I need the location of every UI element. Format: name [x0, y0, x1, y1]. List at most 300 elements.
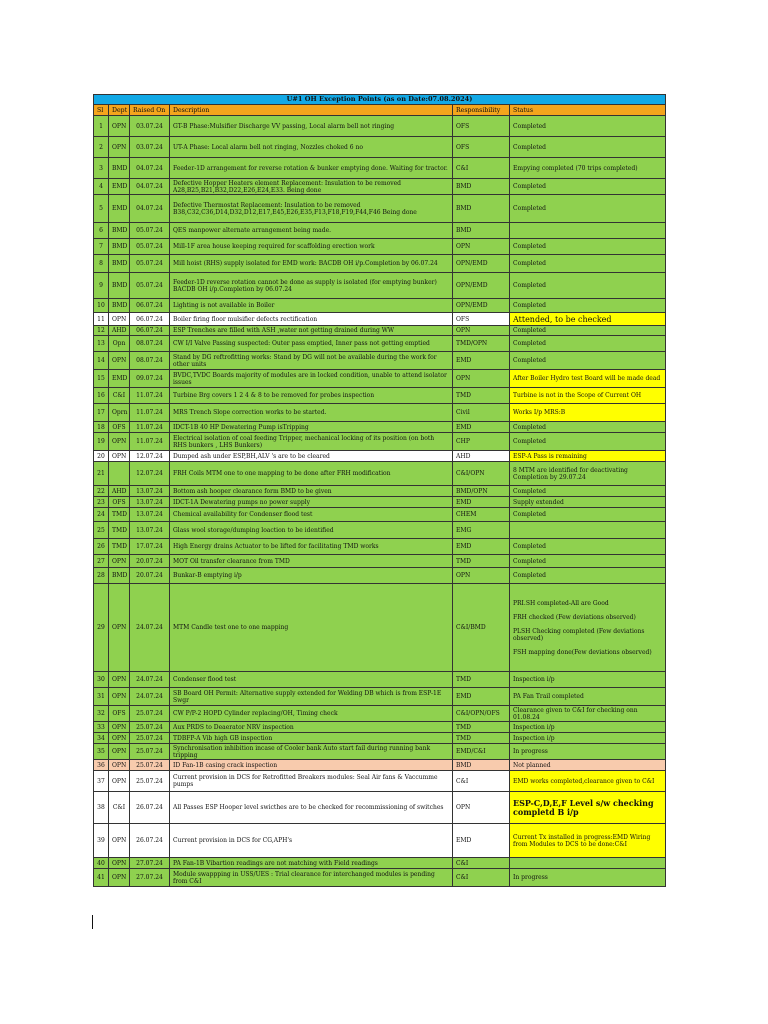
cell-status: Completed: [510, 508, 666, 522]
cell-status: Inspection i/p: [510, 733, 666, 744]
cell-sl: 21: [94, 462, 109, 486]
cell-raised-on: 24.07.24: [130, 688, 170, 706]
table-row: [94, 486, 666, 497]
cell-description: FRH Coils MTM one to one mapping to be done after FRH modification: [170, 462, 453, 486]
cell-description: CW P/P-2 HOPD Cylinder replacing/OH, Timing check: [170, 706, 453, 722]
cell-sl: 26: [94, 539, 109, 555]
cell-responsibility: BMD: [453, 179, 510, 195]
cell-sl: 23: [94, 497, 109, 508]
table-row: [94, 158, 666, 179]
cell-status: Not planned: [510, 760, 666, 771]
cell-responsibility: OFS: [453, 313, 510, 326]
cell-status: Works I/p MRS:B: [510, 404, 666, 422]
cell-status: Completed: [510, 433, 666, 451]
table-row: [94, 239, 666, 255]
cell-responsibility: OFS: [453, 137, 510, 158]
cell-description: QES manpower alternate arrangement being made.: [170, 223, 453, 239]
cell-dept: OPN: [109, 722, 130, 733]
table-row: [94, 584, 666, 672]
cell-responsibility: EMG: [453, 522, 510, 539]
cell-status: Completed: [510, 336, 666, 352]
cell-dept: BMD: [109, 158, 130, 179]
cell-dept: OFS: [109, 497, 130, 508]
table-row: [94, 522, 666, 539]
header-sl: Sl: [94, 105, 109, 116]
cell-sl: 29: [94, 584, 109, 672]
cell-raised-on: 03.07.24: [130, 137, 170, 158]
cell-sl: 22: [94, 486, 109, 497]
cell-description: High Energy drains Actuator to be lifted for facilitating TMD works: [170, 539, 453, 555]
cell-raised-on: 05.07.24: [130, 255, 170, 273]
table-row: [94, 760, 666, 771]
cell-sl: 40: [94, 858, 109, 869]
cell-status: Completed: [510, 326, 666, 336]
cell-responsibility: EMD: [453, 688, 510, 706]
cell-status: [510, 522, 666, 539]
cell-sl: 24: [94, 508, 109, 522]
cell-responsibility: C&I: [453, 771, 510, 792]
table-row: [94, 195, 666, 223]
status-line: FSH mapping done(Few deviations observed): [513, 648, 652, 656]
cell-dept: AHD: [109, 326, 130, 336]
cell-description: CW I/I Valve Passing suspected: Outer pass emptied, Inner pass not getting emptied: [170, 336, 453, 352]
cell-dept: OPN: [109, 352, 130, 370]
cell-raised-on: 13.07.24: [130, 508, 170, 522]
cell-responsibility: OPN/EMD: [453, 273, 510, 299]
cell-raised-on: 08.07.24: [130, 336, 170, 352]
cell-status: Completed: [510, 422, 666, 433]
cell-dept: BMD: [109, 273, 130, 299]
cell-raised-on: 03.07.24: [130, 116, 170, 137]
cell-sl: 7: [94, 239, 109, 255]
table-row: [94, 771, 666, 792]
table-row: [94, 179, 666, 195]
cell-responsibility: EMD: [453, 497, 510, 508]
cell-dept: OPN: [109, 824, 130, 858]
cell-status: In progress: [510, 869, 666, 887]
table-row: [94, 255, 666, 273]
table-row: [94, 688, 666, 706]
cell-raised-on: 06.07.24: [130, 326, 170, 336]
cell-raised-on: 25.07.24: [130, 771, 170, 792]
cell-sl: 32: [94, 706, 109, 722]
cell-sl: 25: [94, 522, 109, 539]
table-row: [94, 313, 666, 326]
cell-raised-on: 09.07.24: [130, 370, 170, 388]
cell-status: After Boiler Hydro test Board will be made dead: [510, 370, 666, 388]
cell-raised-on: 13.07.24: [130, 497, 170, 508]
cell-status: Turbine is not in the Scope of Current OH: [510, 388, 666, 404]
cell-description: ID Fan-1B casing crack inspection: [170, 760, 453, 771]
cell-status: Empying completed (70 trips completed): [510, 158, 666, 179]
cell-responsibility: TMD: [453, 388, 510, 404]
exception-points-table: [93, 94, 666, 887]
table-row: [94, 722, 666, 733]
cell-status: Completed: [510, 239, 666, 255]
cell-dept: BMD: [109, 255, 130, 273]
cell-dept: Oprn: [109, 404, 130, 422]
cell-dept: EMD: [109, 179, 130, 195]
cell-raised-on: 08.07.24: [130, 352, 170, 370]
cell-status: Completed: [510, 555, 666, 568]
cell-dept: OPN: [109, 555, 130, 568]
cell-responsibility: EMD: [453, 539, 510, 555]
cell-raised-on: 13.07.24: [130, 486, 170, 497]
table-row: [94, 462, 666, 486]
cell-description: Turbine Brg covers 1 2 4 & 8 to be removed for probes inspection: [170, 388, 453, 404]
cell-raised-on: 13.07.24: [130, 522, 170, 539]
cell-status: Inspection i/p: [510, 672, 666, 688]
cell-status: Completed: [510, 195, 666, 223]
cell-raised-on: 06.07.24: [130, 299, 170, 313]
table-row: [94, 733, 666, 744]
cell-dept: OPN: [109, 869, 130, 887]
cell-status: Completed: [510, 299, 666, 313]
cell-raised-on: 11.07.24: [130, 433, 170, 451]
table-title: U#1 OH Exception Points (as on Date:07.08.2024): [94, 95, 666, 105]
cell-sl: 2: [94, 137, 109, 158]
cell-sl: 19: [94, 433, 109, 451]
table-row: [94, 299, 666, 313]
cell-status: [510, 584, 666, 672]
cell-raised-on: 24.07.24: [130, 584, 170, 672]
cell-status: Completed: [510, 255, 666, 273]
cell-sl: 14: [94, 352, 109, 370]
table-row: [94, 858, 666, 869]
cell-sl: 6: [94, 223, 109, 239]
cell-responsibility: BMD: [453, 760, 510, 771]
cell-raised-on: 12.07.24: [130, 451, 170, 462]
cell-responsibility: TMD: [453, 722, 510, 733]
cell-description: MRS Trench Slope correction works to be started.: [170, 404, 453, 422]
table-row: [94, 326, 666, 336]
cell-sl: 34: [94, 733, 109, 744]
cell-sl: 9: [94, 273, 109, 299]
header-dept: Dept: [109, 105, 130, 116]
table-row: [94, 433, 666, 451]
cell-status: [510, 858, 666, 869]
cell-description: MOT Oil transfer clearance from TMD: [170, 555, 453, 568]
cell-raised-on: 05.07.24: [130, 223, 170, 239]
cell-responsibility: CHP: [453, 433, 510, 451]
header-raised-on: Raised On: [130, 105, 170, 116]
cell-raised-on: 05.07.24: [130, 239, 170, 255]
table-row: [94, 223, 666, 239]
cell-dept: OFS: [109, 422, 130, 433]
cell-raised-on: 25.07.24: [130, 706, 170, 722]
cell-raised-on: 05.07.24: [130, 273, 170, 299]
cell-sl: 33: [94, 722, 109, 733]
table-row: [94, 744, 666, 760]
cell-sl: 36: [94, 760, 109, 771]
cell-responsibility: EMD: [453, 422, 510, 433]
cell-description: Dumped ash under ESP,BH,ALV 's are to be cleared: [170, 451, 453, 462]
cell-raised-on: 25.07.24: [130, 722, 170, 733]
cell-responsibility: OPN: [453, 326, 510, 336]
cell-dept: OPN: [109, 672, 130, 688]
table-row: [94, 497, 666, 508]
cell-dept: OPN: [109, 116, 130, 137]
cell-raised-on: 25.07.24: [130, 733, 170, 744]
cell-status: ESP-C,D,E,F Level s/w checking completd B i/p: [510, 792, 666, 824]
cell-raised-on: 26.07.24: [130, 792, 170, 824]
cell-dept: OPN: [109, 744, 130, 760]
table-row: [94, 273, 666, 299]
table-row: [94, 824, 666, 858]
cell-dept: OPN: [109, 733, 130, 744]
cell-sl: 39: [94, 824, 109, 858]
cell-dept: OPN: [109, 858, 130, 869]
cell-dept: TMD: [109, 522, 130, 539]
table-row: [94, 352, 666, 370]
cell-sl: 35: [94, 744, 109, 760]
cell-status: Completed: [510, 137, 666, 158]
cell-dept: BMD: [109, 239, 130, 255]
cell-description: Condenser flood test: [170, 672, 453, 688]
cell-responsibility: C&I: [453, 869, 510, 887]
cell-sl: 30: [94, 672, 109, 688]
cell-responsibility: CHEM: [453, 508, 510, 522]
cell-responsibility: C&I/OPN/OFS: [453, 706, 510, 722]
cell-description: Current provision in DCS for CG,APH's: [170, 824, 453, 858]
cell-dept: EMD: [109, 195, 130, 223]
cell-status: Attended, to be checked: [510, 313, 666, 326]
cell-responsibility: EMD: [453, 352, 510, 370]
cell-raised-on: 17.07.24: [130, 539, 170, 555]
cell-responsibility: Civil: [453, 404, 510, 422]
cell-status: In progress: [510, 744, 666, 760]
cell-responsibility: OPN: [453, 370, 510, 388]
cell-responsibility: AHD: [453, 451, 510, 462]
cell-description: Aux PRDS to Deaerator NRV inspection: [170, 722, 453, 733]
table-row: [94, 539, 666, 555]
cell-description: Synchronisation inhibition incase of Cooler bank Auto start fail during running bank tripping: [170, 744, 453, 760]
cell-status: Current Tx installed in progress:EMD Wiring from Modules to DCS to be done:C&I: [510, 824, 666, 858]
cell-description: UT-A Phase: Local alarm bell not ringing, Nozzles choked 6 no: [170, 137, 453, 158]
cell-responsibility: OPN/EMD: [453, 299, 510, 313]
cell-responsibility: BMD/OPN: [453, 486, 510, 497]
cell-raised-on: 12.07.24: [130, 462, 170, 486]
header-row: [94, 105, 666, 116]
cell-responsibility: TMD: [453, 672, 510, 688]
cell-sl: 37: [94, 771, 109, 792]
cell-raised-on: 11.07.24: [130, 422, 170, 433]
cell-responsibility: EMD/C&I: [453, 744, 510, 760]
cell-responsibility: C&I: [453, 858, 510, 869]
cell-status: Completed: [510, 273, 666, 299]
cell-status: Completed: [510, 179, 666, 195]
cell-dept: C&I: [109, 792, 130, 824]
cell-description: Current provision in DCS for Retrofitted Breakers modules: Seal Air fans & Vaccumme pumps: [170, 771, 453, 792]
cell-description: TDBFP-A Vib high GB inspection: [170, 733, 453, 744]
cell-status: Inspection i/p: [510, 722, 666, 733]
cell-description: Module swappping in USS/UES : Trial clearance for interchanged modules is pending from C&I: [170, 869, 453, 887]
cell-description: Defective Hopper Heaters element Replacement: Insulation to be removed A28,B25,B21,B32,D22,E26,E24,E33. Being done: [170, 179, 453, 195]
cell-responsibility: EMD: [453, 824, 510, 858]
cell-sl: 5: [94, 195, 109, 223]
cell-status: EMD works completed,clearance given to C&I: [510, 771, 666, 792]
status-line: PLSH Checking completed (Few deviations observed): [513, 627, 645, 642]
cell-dept: BMD: [109, 299, 130, 313]
cell-description: Stand by DG reftrofitting works: Stand by DG will not be available during the work for other units: [170, 352, 453, 370]
table-row: [94, 370, 666, 388]
cell-description: GT-B Phase:Mulsifier Discharge VV passing, Local alarm bell not ringing: [170, 116, 453, 137]
cell-status: Clearance given to C&I for checking onn 01.08.24: [510, 706, 666, 722]
status-line: FRH checked (Few deviations observed): [513, 613, 636, 621]
cell-responsibility: TMD: [453, 733, 510, 744]
cell-raised-on: 24.07.24: [130, 672, 170, 688]
cell-sl: 16: [94, 388, 109, 404]
sheet-left-edge-line: [92, 915, 93, 929]
cell-dept: OPN: [109, 137, 130, 158]
cell-raised-on: 04.07.24: [130, 179, 170, 195]
cell-raised-on: 26.07.24: [130, 824, 170, 858]
cell-status: Completed: [510, 352, 666, 370]
cell-raised-on: 06.07.24: [130, 313, 170, 326]
cell-raised-on: 27.07.24: [130, 869, 170, 887]
cell-dept: OPN: [109, 433, 130, 451]
cell-responsibility: C&I/OPN: [453, 462, 510, 486]
cell-status: Completed: [510, 486, 666, 497]
table-row: [94, 137, 666, 158]
cell-dept: C&I: [109, 388, 130, 404]
cell-description: BVDC,TVDC Boards majority of modules are in locked condition, unable to attend isolator issues: [170, 370, 453, 388]
table-row: [94, 672, 666, 688]
table-row: [94, 706, 666, 722]
header-description: Description: [170, 105, 453, 116]
cell-description: Chemical availability for Condenser flood test: [170, 508, 453, 522]
table-row: [94, 555, 666, 568]
cell-sl: 4: [94, 179, 109, 195]
cell-raised-on: 11.07.24: [130, 388, 170, 404]
cell-responsibility: OPN/EMD: [453, 255, 510, 273]
table-body: [94, 95, 666, 887]
cell-raised-on: 27.07.24: [130, 858, 170, 869]
cell-dept: OFS: [109, 706, 130, 722]
cell-description: Defective Thermostat Replacement: Insulation to be removed B38,C32,C36,D14,D32,D12,E17,E45,E26,E35,F13,F18,F19,F44,F46 Being done: [170, 195, 453, 223]
cell-raised-on: 20.07.24: [130, 555, 170, 568]
cell-description: ESP Trenches are filled with ASH ,water not getting drained during WW: [170, 326, 453, 336]
cell-raised-on: 20.07.24: [130, 568, 170, 584]
cell-sl: 12: [94, 326, 109, 336]
header-responsibility: Responsibility: [453, 105, 510, 116]
cell-raised-on: 25.07.24: [130, 744, 170, 760]
cell-dept: OPN: [109, 771, 130, 792]
cell-sl: 27: [94, 555, 109, 568]
cell-sl: 41: [94, 869, 109, 887]
cell-responsibility: TMD/OPN: [453, 336, 510, 352]
cell-dept: TMD: [109, 508, 130, 522]
cell-responsibility: C&I/BMD: [453, 584, 510, 672]
cell-sl: 11: [94, 313, 109, 326]
cell-sl: 20: [94, 451, 109, 462]
cell-description: Mill-1F area house keeping required for scaffolding erection work: [170, 239, 453, 255]
cell-responsibility: OPN: [453, 239, 510, 255]
cell-sl: 38: [94, 792, 109, 824]
table-row: [94, 568, 666, 584]
cell-description: Glass wool storage/dumping loaction to be identified: [170, 522, 453, 539]
table-row: [94, 404, 666, 422]
cell-description: Feeder-1D arrangement for reverse rotation & bunker emptying done. Waiting for tractor.: [170, 158, 453, 179]
cell-description: IDCT-1B 40 HP Dewatering Pump isTripping: [170, 422, 453, 433]
cell-dept: OPN: [109, 584, 130, 672]
cell-sl: 17: [94, 404, 109, 422]
cell-description: PA Fan-1B Vibartion readings are not matching with Field readings: [170, 858, 453, 869]
cell-dept: Opn: [109, 336, 130, 352]
status-line: PRI.SH completed-All are Good: [513, 599, 609, 607]
cell-sl: 3: [94, 158, 109, 179]
cell-dept: AHD: [109, 486, 130, 497]
cell-dept: OPN: [109, 760, 130, 771]
cell-status: Completed: [510, 539, 666, 555]
cell-responsibility: OPN: [453, 792, 510, 824]
table-row: [94, 792, 666, 824]
cell-description: Mill hoist (RHS) supply isolated for EMD work: BACDB OH i/p.Completion by 06.07.24: [170, 255, 453, 273]
cell-dept: EMD: [109, 370, 130, 388]
cell-sl: 28: [94, 568, 109, 584]
table-title-row: [94, 95, 666, 105]
cell-dept: OPN: [109, 313, 130, 326]
cell-raised-on: 04.07.24: [130, 158, 170, 179]
header-status: Status: [510, 105, 666, 116]
table-row: [94, 451, 666, 462]
cell-description: Bottom ash hooper clearance form BMD to be given: [170, 486, 453, 497]
table-row: [94, 422, 666, 433]
cell-description: Lighting is not available in Boiler: [170, 299, 453, 313]
cell-description: Feeder-1D reverse rotation cannot be done as supply is isolated (for emptying bunker) BACDB OH i/p.Completion by 06.07.24: [170, 273, 453, 299]
cell-description: Electrical isolation of coal feeding Tripper, mechanical locking of its position (on both RHS bunkers , LHS Bunkers): [170, 433, 453, 451]
cell-status: 8 MTM are identified for deactivating Completion by 29.07.24: [510, 462, 666, 486]
cell-sl: 31: [94, 688, 109, 706]
table-row: [94, 116, 666, 137]
table-row: [94, 869, 666, 887]
cell-dept: BMD: [109, 223, 130, 239]
cell-status: PA Fan Trail completed: [510, 688, 666, 706]
cell-status: [510, 223, 666, 239]
cell-raised-on: 11.07.24: [130, 404, 170, 422]
cell-responsibility: BMD: [453, 195, 510, 223]
cell-dept: BMD: [109, 568, 130, 584]
cell-responsibility: OPN: [453, 568, 510, 584]
cell-dept: OPN: [109, 688, 130, 706]
cell-status: Completed: [510, 568, 666, 584]
cell-description: Bunkar-B emptying i/p: [170, 568, 453, 584]
cell-raised-on: 25.07.24: [130, 760, 170, 771]
cell-sl: 18: [94, 422, 109, 433]
cell-description: MTM Candle test one to one mapping: [170, 584, 453, 672]
table-row: [94, 388, 666, 404]
cell-description: IDCT-1A Dewatering pumps no power supply: [170, 497, 453, 508]
cell-responsibility: BMD: [453, 223, 510, 239]
table-row: [94, 508, 666, 522]
cell-status: Completed: [510, 116, 666, 137]
cell-description: SB Board OH Permit: Alternative supply extended for Welding DB which is from ESP-1E Swgr: [170, 688, 453, 706]
cell-sl: 13: [94, 336, 109, 352]
cell-dept: TMD: [109, 539, 130, 555]
cell-status: ESP-A Pass is remaining: [510, 451, 666, 462]
cell-sl: 1: [94, 116, 109, 137]
cell-sl: 8: [94, 255, 109, 273]
cell-dept: OPN: [109, 451, 130, 462]
cell-responsibility: TMD: [453, 555, 510, 568]
cell-status: Supply extended: [510, 497, 666, 508]
table-row: [94, 336, 666, 352]
cell-responsibility: C&I: [453, 158, 510, 179]
cell-description: All Passes ESP Hooper level swicthes are to be checked for recommissioning of switches: [170, 792, 453, 824]
cell-sl: 10: [94, 299, 109, 313]
cell-responsibility: OFS: [453, 116, 510, 137]
cell-raised-on: 04.07.24: [130, 195, 170, 223]
